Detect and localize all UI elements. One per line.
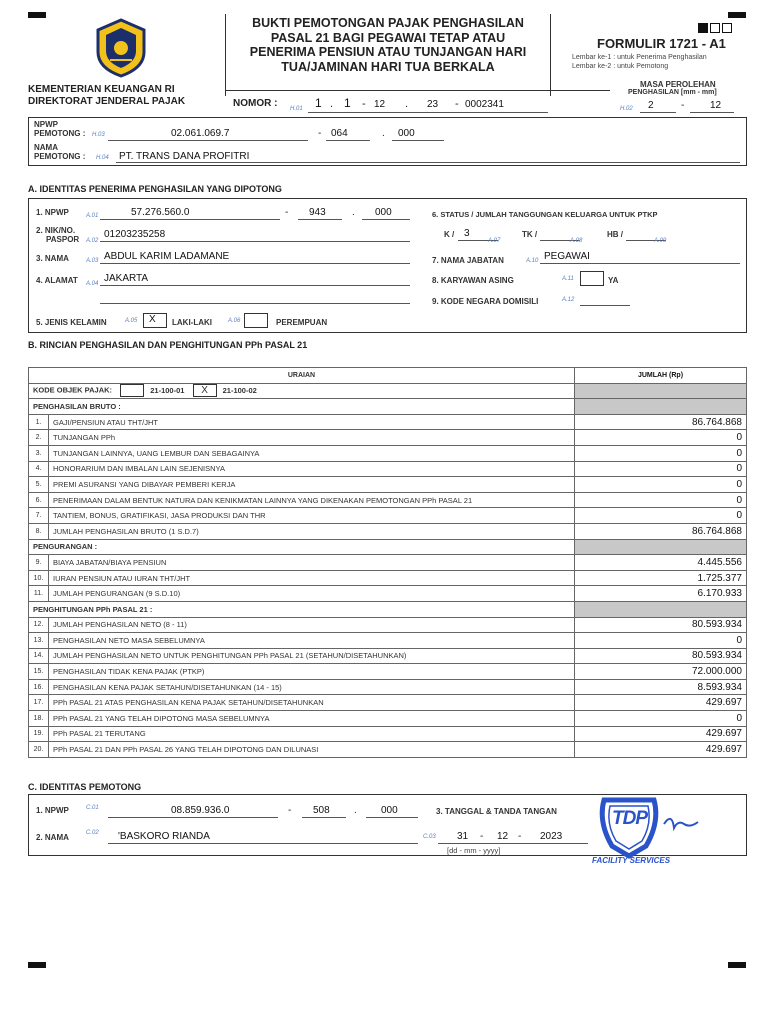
table-row [29, 695, 747, 711]
row-description: TANTIEM, BONUS, GRATIFIKASI, JASA PRODUKSI DAN THR [49, 508, 575, 524]
a-asing-label: 8. KARYAWAN ASING [432, 276, 514, 285]
income-table [28, 367, 747, 758]
table-section-amount [575, 601, 747, 617]
row-number: 18. [29, 711, 49, 727]
row-description: PREMI ASURANSI YANG DIBAYAR PEMBERI KERJA [49, 477, 575, 493]
row-amount: 80.593.934 [575, 648, 747, 664]
table-section-header: PENGHITUNGAN PPh PASAL 21 : [29, 601, 575, 617]
row-number: 11. [29, 586, 49, 602]
a-nama-code: A.03 [86, 258, 99, 264]
masa-label-2: PENGHASILAN [mm - mm] [628, 89, 717, 96]
c-nama-code: C.02 [86, 830, 99, 836]
a-alamat-code: A.04 [86, 281, 99, 287]
title-bottom-line [225, 90, 610, 91]
row-number: 12. [29, 617, 49, 633]
a-perempuan-label: PEREMPUAN [276, 318, 328, 327]
row-number: 7. [29, 508, 49, 524]
row-description: TUNJANGAN LAINNYA, UANG LEMBUR DAN SEBAGAINYA [49, 445, 575, 461]
table-row [29, 711, 747, 727]
bruto-header: PENGHASILAN BRUTO : [29, 399, 575, 415]
row-number: 3. [29, 445, 49, 461]
c-npwp-code: C.01 [86, 805, 99, 811]
table-row [29, 726, 747, 742]
row-number: 13. [29, 633, 49, 649]
a-paspor-label: PASPOR [46, 235, 80, 244]
kode-objek-label: KODE OBJEK PAJAK: [33, 385, 113, 395]
table-section-row [29, 601, 747, 617]
title-divider-right [550, 14, 551, 96]
a-k-value: 3 [464, 228, 470, 239]
table-header-row [29, 368, 747, 384]
section-a-title: A. IDENTITAS PENERIMA PENGHASILAN YANG DIPOTONG [28, 184, 282, 194]
row-amount: 1.725.377 [575, 570, 747, 586]
c-month: 12 [497, 831, 509, 842]
row-number: 17. [29, 695, 49, 711]
a-alamat-value: JAKARTA [104, 273, 149, 284]
table-section-amount [575, 539, 747, 555]
ministry-name: KEMENTERIAN KEUANGAN RI [28, 84, 175, 95]
npwp-pemotong-line3 [392, 140, 444, 141]
a-asing-checkbox [580, 271, 604, 286]
row-amount: 0 [575, 461, 747, 477]
a-nama-value: ABDUL KARIM LADAMANE [104, 251, 230, 262]
row-number: 9. [29, 555, 49, 571]
c-nama-line [108, 843, 418, 844]
row-description: PPh PASAL 21 ATAS PENGHASILAN KENA PAJAK SETAHUN/DISETAHUNKAN [49, 695, 575, 711]
table-row [29, 648, 747, 664]
masa-from-line [640, 112, 676, 113]
a-laki-label: LAKI-LAKI [172, 318, 212, 327]
a-npwp-part2: 943 [309, 207, 326, 218]
stamp-caption: FACILITY SERVICES [592, 856, 671, 865]
c-npwp-part2: 508 [313, 805, 330, 816]
a-jabatan-line [540, 263, 740, 264]
kode-objek-cell [29, 383, 575, 399]
row-amount: 0 [575, 633, 747, 649]
nomor-code: H.01 [290, 106, 303, 112]
row-description: GAJI/PENSIUN ATAU THT/JHT [49, 414, 575, 430]
npwp-pemotong-part3: 000 [398, 128, 415, 139]
row-number: 16. [29, 679, 49, 695]
form-title-line3: PENERIMA PENSIUN ATAU TUNJANGAN HARI [249, 45, 527, 59]
a-k-label: K / [444, 230, 455, 239]
a-status-label: 6. STATUS / JUMLAH TANGGUNGAN KELUARGA UNTUK PTKP [432, 210, 658, 219]
a-hb-label: HB / [607, 230, 623, 239]
row-number: 4. [29, 461, 49, 477]
stamp-logo-text: TDP [612, 808, 647, 829]
row-number: 19. [29, 726, 49, 742]
row-amount: 0 [575, 477, 747, 493]
row-number: 6. [29, 492, 49, 508]
table-row [29, 664, 747, 680]
npwp-pemotong-label: PEMOTONG : [34, 129, 86, 138]
npwp-pemotong-part2: 064 [331, 128, 348, 139]
sheet-note-1: Lembar ke-1 : untuk Penerima Penghasilan [572, 54, 707, 61]
row-amount: 80.593.934 [575, 617, 747, 633]
nomor-dash2: - [455, 98, 459, 110]
c-npwp-line3 [366, 817, 418, 818]
row-amount: 86.764.868 [575, 523, 747, 539]
c-npwp-dash: - [288, 805, 292, 816]
a-nik-code: A.02 [86, 238, 99, 244]
row-description: PENGHASILAN TIDAK KENA PAJAK (PTKP) [49, 664, 575, 680]
form-name: FORMULIR 1721 - A1 [597, 36, 726, 51]
c-npwp-line2 [302, 817, 346, 818]
masa-label-1: MASA PEROLEHAN [640, 80, 716, 89]
c-npwp-label: 1. NPWP [36, 806, 69, 815]
a-negara-code: A.12 [562, 297, 575, 303]
a-alamat-line1 [100, 285, 410, 286]
npwp-pemotong-dot: . [382, 128, 385, 139]
kode-objek-row [29, 383, 747, 399]
row-description: HONORARIUM DAN IMBALAN LAIN SEJENISNYA [49, 461, 575, 477]
col-jumlah-header: JUMLAH (Rp) [575, 368, 747, 384]
c-date-line [438, 843, 588, 844]
kode2-label: 21-100-02 [222, 385, 257, 395]
a-negara-line [580, 305, 630, 306]
c-date-dash2: - [518, 831, 522, 842]
row-number: 8. [29, 523, 49, 539]
a-jk-code2: A.06 [228, 318, 241, 324]
row-number: 10. [29, 570, 49, 586]
a-alamat-label: 4. ALAMAT [36, 276, 78, 285]
row-amount: 86.764.868 [575, 414, 747, 430]
row-number: 14. [29, 648, 49, 664]
c-nama-value: 'BASKORO RIANDA [118, 831, 210, 842]
a-nama-line [100, 263, 410, 264]
a-npwp-line2 [298, 219, 342, 220]
kode2-checkbox [193, 384, 217, 397]
table-row [29, 617, 747, 633]
a-npwp-code: A.01 [86, 213, 99, 219]
nomor-part4: 23 [427, 99, 439, 110]
a-jk-code1: A.05 [125, 318, 138, 324]
a-jk-female-checkbox [244, 313, 268, 328]
a-tk-code: A.08 [570, 238, 583, 244]
kode1-label: 21-100-01 [150, 385, 185, 395]
masa-separator: - [681, 100, 685, 111]
nama-pemotong-label: PEMOTONG : [34, 152, 86, 161]
npwp-pemotong-part1: 02.061.069.7 [171, 128, 230, 139]
c-date-dash1: - [480, 831, 484, 842]
a-nik-value: 01203235258 [104, 229, 166, 240]
section-c-title: C. IDENTITAS PEMOTONG [28, 782, 142, 792]
table-row [29, 492, 747, 508]
row-number: 5. [29, 477, 49, 493]
npwp-label: NPWP [34, 120, 58, 129]
row-description: PENERIMAAN DALAM BENTUK NATURA DAN KENIKMATAN LAINNYA YANG DIKENAKAN PEMOTONGAN PPh PASAL 21 [49, 492, 575, 508]
nama-pemotong-value: PT. TRANS DANA PROFITRI [119, 151, 250, 162]
section-b-title: B. RINCIAN PENGHASILAN DAN PENGHITUNGAN PPh PASAL 21 [28, 340, 308, 350]
table-row [29, 477, 747, 493]
row-amount: 6.170.933 [575, 586, 747, 602]
ministry-logo-icon [86, 16, 156, 80]
npwp-pemotong-code: H.03 [92, 132, 105, 138]
bruto-header-amount [575, 399, 747, 415]
c-date-format: [dd - mm - yyyy] [447, 846, 501, 855]
table-row [29, 508, 747, 524]
nomor-part5: 0002341 [465, 99, 504, 110]
row-amount: 429.697 [575, 695, 747, 711]
row-description: PPh PASAL 21 DAN PPh PASAL 26 YANG TELAH DIPOTONG DAN DILUNASI [49, 742, 575, 758]
form-title-line1: BUKTI PEMOTONGAN PAJAK PENGHASILAN [252, 16, 524, 30]
row-amount: 0 [575, 445, 747, 461]
table-row [29, 679, 747, 695]
row-description: PENGHASILAN KENA PAJAK SETAHUN/DISETAHUNKAN (14 - 15) [49, 679, 575, 695]
nomor-part2: 1 [344, 96, 351, 110]
table-row [29, 555, 747, 571]
row-description: JUMLAH PENGHASILAN BRUTO (1 S.D.7) [49, 523, 575, 539]
col-uraian-header: URAIAN [29, 368, 575, 384]
a-alamat-line2 [100, 303, 410, 304]
table-section-row [29, 539, 747, 555]
nama-pemotong-code: H.04 [96, 155, 109, 161]
nama-label: NAMA [34, 143, 58, 152]
row-amount: 429.697 [575, 726, 747, 742]
c-npwp-line1 [108, 817, 278, 818]
row-number: 1. [29, 414, 49, 430]
nomor-part3: 12 [374, 99, 386, 110]
a-npwp-dot: . [352, 207, 355, 218]
row-number: 2. [29, 430, 49, 446]
table-row [29, 430, 747, 446]
table-row [29, 414, 747, 430]
a-asing-ya: YA [608, 276, 619, 285]
a-npwp-part1: 57.276.560.0 [131, 207, 190, 218]
a-asing-code: A.11 [562, 276, 574, 282]
row-description: PPh PASAL 21 TERUTANG [49, 726, 575, 742]
row-amount: 429.697 [575, 742, 747, 758]
corner-mark-bottom-left [28, 962, 46, 968]
row-amount: 4.445.556 [575, 555, 747, 571]
c-ttd-label: 3. TANGGAL & TANDA TANGAN [436, 807, 557, 816]
a-npwp-line3 [362, 219, 410, 220]
row-amount: 0 [575, 492, 747, 508]
a-tk-label: TK / [522, 230, 538, 239]
nomor-underline [308, 112, 548, 113]
corner-mark-bottom-right [728, 962, 746, 968]
a-npwp-dash: - [285, 207, 289, 218]
npwp-pemotong-line2 [326, 140, 370, 141]
kode-objek-amount [575, 383, 747, 399]
masa-code: H.02 [620, 106, 633, 112]
table-row [29, 742, 747, 758]
masa-to: 12 [710, 100, 722, 111]
kode2-mark: X [201, 385, 208, 397]
row-description: JUMLAH PENGHASILAN NETO (8 - 11) [49, 617, 575, 633]
c-day: 31 [457, 831, 469, 842]
nomor-dot2: . [405, 98, 409, 110]
row-description: PENGHASILAN NETO MASA SEBELUMNYA [49, 633, 575, 649]
a-jabatan-label: 7. NAMA JABATAN [432, 256, 504, 265]
bruto-header-row [29, 399, 747, 415]
row-number: 15. [29, 664, 49, 680]
a-npwp-label: 1. NPWP [36, 208, 69, 217]
table-row [29, 461, 747, 477]
row-description: IURAN PENSIUN ATAU IURAN THT/JHT [49, 570, 575, 586]
row-amount: 0 [575, 508, 747, 524]
nomor-part1: 1 [315, 96, 322, 110]
row-description: JUMLAH PENGHASILAN NETO UNTUK PENGHITUNGAN PPh PASAL 21 (SETAHUN/DISETAHUNKAN) [49, 648, 575, 664]
kode1-checkbox [120, 384, 144, 397]
row-description: PPh PASAL 21 YANG TELAH DIPOTONG MASA SEBELUMNYA [49, 711, 575, 727]
nomor-label: NOMOR : [233, 98, 278, 109]
a-npwp-part3: 000 [375, 207, 392, 218]
nomor-dot1: . [330, 98, 334, 110]
a-hb-code: A.09 [654, 238, 667, 244]
table-row [29, 523, 747, 539]
npwp-pemotong-line1 [108, 140, 308, 141]
form-title-line4: TUA/JAMINAN HARI TUA BERKALA [281, 59, 495, 74]
nama-pemotong-line [116, 162, 740, 163]
row-number: 20. [29, 742, 49, 758]
a-jk-label: 5. JENIS KELAMIN [36, 318, 107, 327]
a-jabatan-value: PEGAWAI [544, 251, 590, 262]
a-nama-label: 3. NAMA [36, 254, 69, 263]
npwp-pemotong-dash: - [318, 128, 322, 139]
masa-to-line [690, 112, 734, 113]
a-nik-line [100, 241, 410, 242]
a-k-code: A.07 [488, 238, 501, 244]
c-npwp-dot: . [354, 805, 357, 816]
masa-from: 2 [648, 100, 654, 111]
row-amount: 0 [575, 430, 747, 446]
row-amount: 72.000.000 [575, 664, 747, 680]
form-title-line2: PASAL 21 BAGI PEGAWAI TETAP ATAU [270, 30, 506, 45]
row-description: JUMLAH PENGURANGAN (9 S.D.10) [49, 586, 575, 602]
row-amount: 0 [575, 711, 747, 727]
a-jk-male-mark: X [149, 314, 156, 325]
c-npwp-part3: 000 [381, 805, 398, 816]
table-row [29, 445, 747, 461]
a-jabatan-code: A.10 [526, 258, 539, 264]
table-row [29, 586, 747, 602]
row-description: TUNJANGAN PPh [49, 430, 575, 446]
c-nama-label: 2. NAMA [36, 833, 69, 842]
directorate-name: DIREKTORAT JENDERAL PAJAK [28, 96, 186, 107]
a-negara-label: 9. KODE NEGARA DOMISILI [432, 297, 539, 306]
form-title [226, 16, 550, 74]
table-section-header: PENGURANGAN : [29, 539, 575, 555]
sheet-note-2: Lembar ke-2 : untuk Pemotong [572, 63, 669, 70]
row-amount: 8.593.934 [575, 679, 747, 695]
row-description: BIAYA JABATAN/BIAYA PENSIUN [49, 555, 575, 571]
c-date-code: C.03 [423, 834, 436, 840]
a-nik-label: 2. NIK/NO. [36, 226, 76, 235]
table-row [29, 633, 747, 649]
c-npwp-part1: 08.859.936.0 [171, 805, 230, 816]
table-row [29, 570, 747, 586]
a-npwp-line1 [100, 219, 280, 220]
nomor-dash1: - [362, 98, 366, 110]
c-year: 2023 [540, 831, 563, 842]
